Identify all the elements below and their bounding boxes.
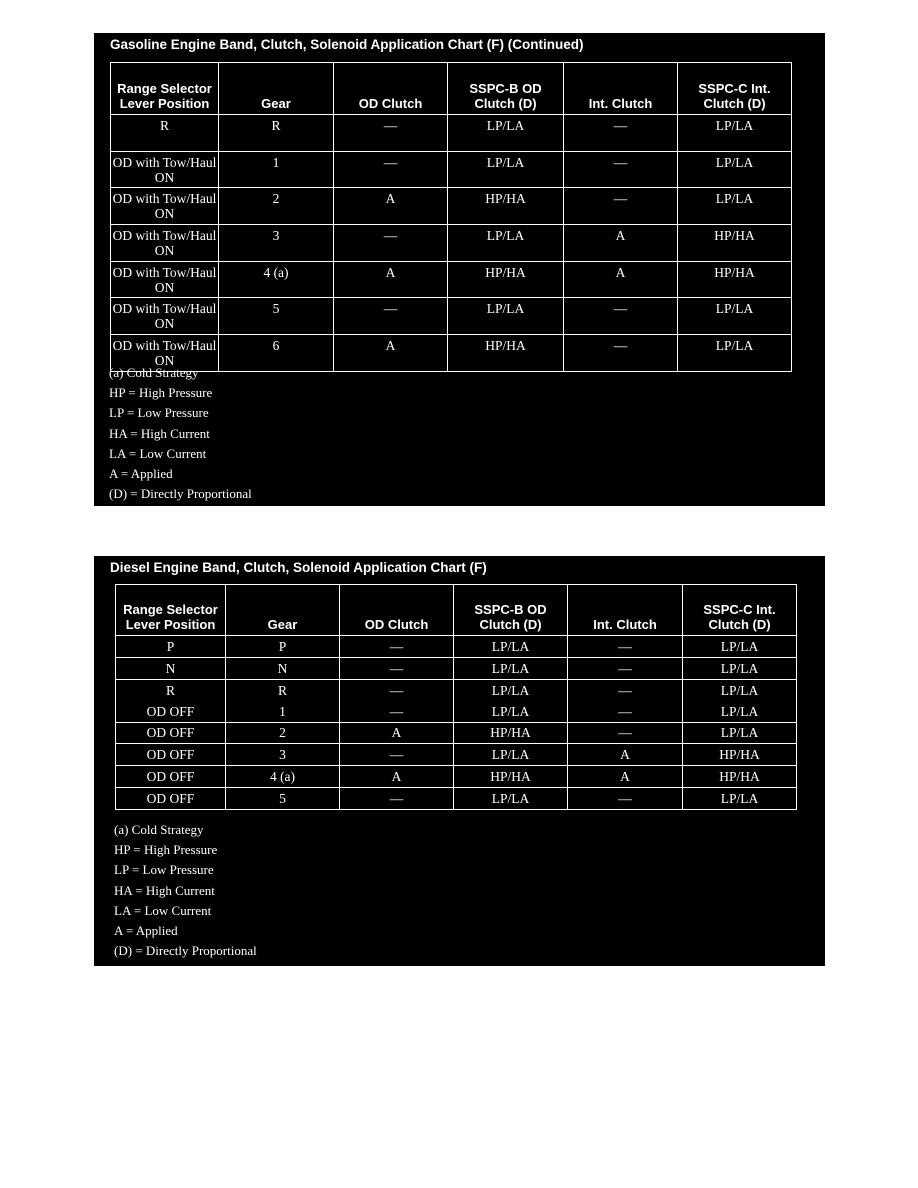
sspc-c-cell: HP/HA [683,744,797,766]
legend-note: HP = High Pressure [114,842,218,858]
int-clutch-cell: — [568,787,683,809]
table-row [111,151,792,188]
int-clutch-line: — [618,682,632,698]
od-clutch-cell: A [334,261,448,298]
sspc-b-line: LP/LA [491,703,530,719]
od-clutch-line: — [389,703,404,719]
position-cell: OD OFF [116,722,226,744]
od-clutch-cell: — [334,151,448,188]
int-clutch-cell: — [564,335,678,372]
position-cell: N [116,657,226,679]
sspc-b-cell: LP/LA [448,225,564,262]
sspc-b-cell: LP/LA [454,744,568,766]
od-clutch-line: — [389,682,404,698]
int-clutch-cell [568,679,683,722]
sspc-c-cell: LP/LA [678,298,792,335]
diesel-chart-panel [94,556,825,966]
gear-cell: 5 [219,298,334,335]
sspc-c-cell: LP/LA [683,636,797,658]
gear-cell: 5 [226,787,340,809]
int-clutch-cell: A [568,744,683,766]
sspc-c-cell: HP/HA [683,766,797,788]
sspc-c-cell: HP/HA [678,261,792,298]
table-row [111,188,792,225]
diesel-chart-title: Diesel Engine Band, Clutch, Solenoid Application Chart (F) [110,560,487,575]
table-header-row [111,63,792,115]
int-clutch-cell: — [568,657,683,679]
int-clutch-cell: — [568,636,683,658]
od-clutch-cell: — [334,298,448,335]
position-cell: R [111,115,219,152]
sspc-c-line: LP/LA [720,703,759,719]
gear-cell: N [226,657,340,679]
table-header-row [116,585,797,636]
gear-cell: 4 (a) [219,261,334,298]
position-cell: OD OFF [116,787,226,809]
legend-note: A = Applied [109,466,173,482]
gasoline-application-table [110,62,792,372]
sspc-b-cell: HP/HA [454,722,568,744]
column-header: Gear [219,63,334,115]
column-header: SSPC-B OD Clutch (D) [454,585,568,636]
column-header: Int. Clutch [568,585,683,636]
od-clutch-cell: A [334,335,448,372]
sspc-b-cell: LP/LA [454,787,568,809]
sspc-b-cell: LP/LA [448,151,564,188]
sspc-c-cell: LP/LA [683,787,797,809]
sspc-c-cell: HP/HA [678,225,792,262]
position-cell: OD with Tow/Haul ON [111,298,219,335]
table-row [111,225,792,262]
sspc-c-cell: LP/LA [683,657,797,679]
gear-cell: P [226,636,340,658]
int-clutch-cell: — [564,298,678,335]
table-row [116,657,797,679]
gasoline-chart-title: Gasoline Engine Band, Clutch, Solenoid Application Chart (F) (Continued) [110,37,584,52]
legend-note: (a) Cold Strategy [109,365,199,380]
table-row [116,636,797,658]
legend-note: A = Applied [114,923,178,939]
legend-note: LA = Low Current [109,445,207,461]
od-clutch-cell: — [340,657,454,679]
sspc-b-cell: LP/LA [454,657,568,679]
position-cell: OD OFF [116,744,226,766]
sspc-b-cell: HP/HA [448,261,564,298]
int-clutch-line: — [618,703,632,719]
sspc-b-cell: LP/LA [454,636,568,658]
position-cell: OD with Tow/Haul ON [111,225,219,262]
column-header: Int. Clutch [564,63,678,115]
gasoline-chart-panel [94,33,825,506]
table-row [116,722,797,744]
gear-cell: 6 [219,335,334,372]
od-clutch-cell [340,679,454,722]
legend-note: HP = High Pressure [109,385,213,401]
od-clutch-cell: — [340,787,454,809]
sspc-b-cell: HP/HA [454,766,568,788]
od-clutch-cell: A [340,766,454,788]
table-row [116,787,797,809]
od-clutch-cell: — [340,744,454,766]
legend-note: HA = High Current [109,425,210,441]
int-clutch-cell: — [568,722,683,744]
int-clutch-cell: — [564,188,678,225]
sspc-b-line: LP/LA [491,682,530,698]
position-cell: OD with Tow/Haul ON [111,151,219,188]
sspc-b-cell: HP/HA [448,188,564,225]
int-clutch-cell: A [564,261,678,298]
gasoline-legend-notes [109,363,252,504]
column-header: Range Selector Lever Position [116,585,226,636]
position-line: R [165,682,175,698]
gear-cell [226,679,340,722]
table-row [116,679,797,722]
int-clutch-cell: — [564,151,678,188]
od-clutch-cell: — [334,225,448,262]
sspc-c-cell: LP/LA [678,335,792,372]
position-cell: OD with Tow/Haul ON [111,261,219,298]
sspc-b-cell: LP/LA [448,115,564,152]
column-header: OD Clutch [334,63,448,115]
od-clutch-cell: A [340,722,454,744]
position-cell [116,679,226,722]
int-clutch-cell: A [568,766,683,788]
table-row [111,115,792,152]
position-cell: OD with Tow/Haul ON [111,335,219,372]
od-clutch-cell: — [334,115,448,152]
gear-cell: 4 (a) [226,766,340,788]
legend-note: HA = High Current [114,882,215,898]
column-header: Gear [226,585,340,636]
column-header: SSPC-B OD Clutch (D) [448,63,564,115]
gear-cell: 1 [219,151,334,188]
position-cell: OD OFF [116,766,226,788]
legend-note: LA = Low Current [114,902,212,918]
sspc-c-cell: LP/LA [678,188,792,225]
int-clutch-cell: — [564,115,678,152]
od-clutch-cell: A [334,188,448,225]
sspc-c-cell [683,679,797,722]
column-header: SSPC-C Int. Clutch (D) [683,585,797,636]
gear-cell: 3 [219,225,334,262]
gear-line: 1 [279,703,286,719]
diesel-legend-notes [114,820,257,961]
legend-note: (D) = Directly Proportional [114,943,257,959]
sspc-c-cell: LP/LA [683,722,797,744]
sspc-c-cell: LP/LA [678,151,792,188]
legend-note: (D) = Directly Proportional [109,486,252,502]
table-row [111,261,792,298]
column-header: OD Clutch [340,585,454,636]
legend-note: (a) Cold Strategy [114,822,204,837]
column-header: Range Selector Lever Position [111,63,219,115]
gear-cell: 2 [219,188,334,225]
sspc-b-cell [454,679,568,722]
gear-cell: 3 [226,744,340,766]
position-cell: P [116,636,226,658]
table-row [116,744,797,766]
diesel-application-table [115,584,797,810]
sspc-b-cell: LP/LA [448,298,564,335]
int-clutch-cell: A [564,225,678,262]
sspc-b-cell: HP/HA [448,335,564,372]
column-header: SSPC-C Int. Clutch (D) [678,63,792,115]
sspc-c-cell: LP/LA [678,115,792,152]
position-cell: OD with Tow/Haul ON [111,188,219,225]
position-line: OD OFF [146,703,195,719]
table-row [111,298,792,335]
table-row [116,766,797,788]
gear-cell: 2 [226,722,340,744]
gear-cell: R [219,115,334,152]
sspc-c-line: LP/LA [720,682,759,698]
legend-note: LP = Low Pressure [109,405,209,421]
od-clutch-cell: — [340,636,454,658]
legend-note: LP = Low Pressure [114,862,214,878]
gear-line: R [277,682,287,698]
